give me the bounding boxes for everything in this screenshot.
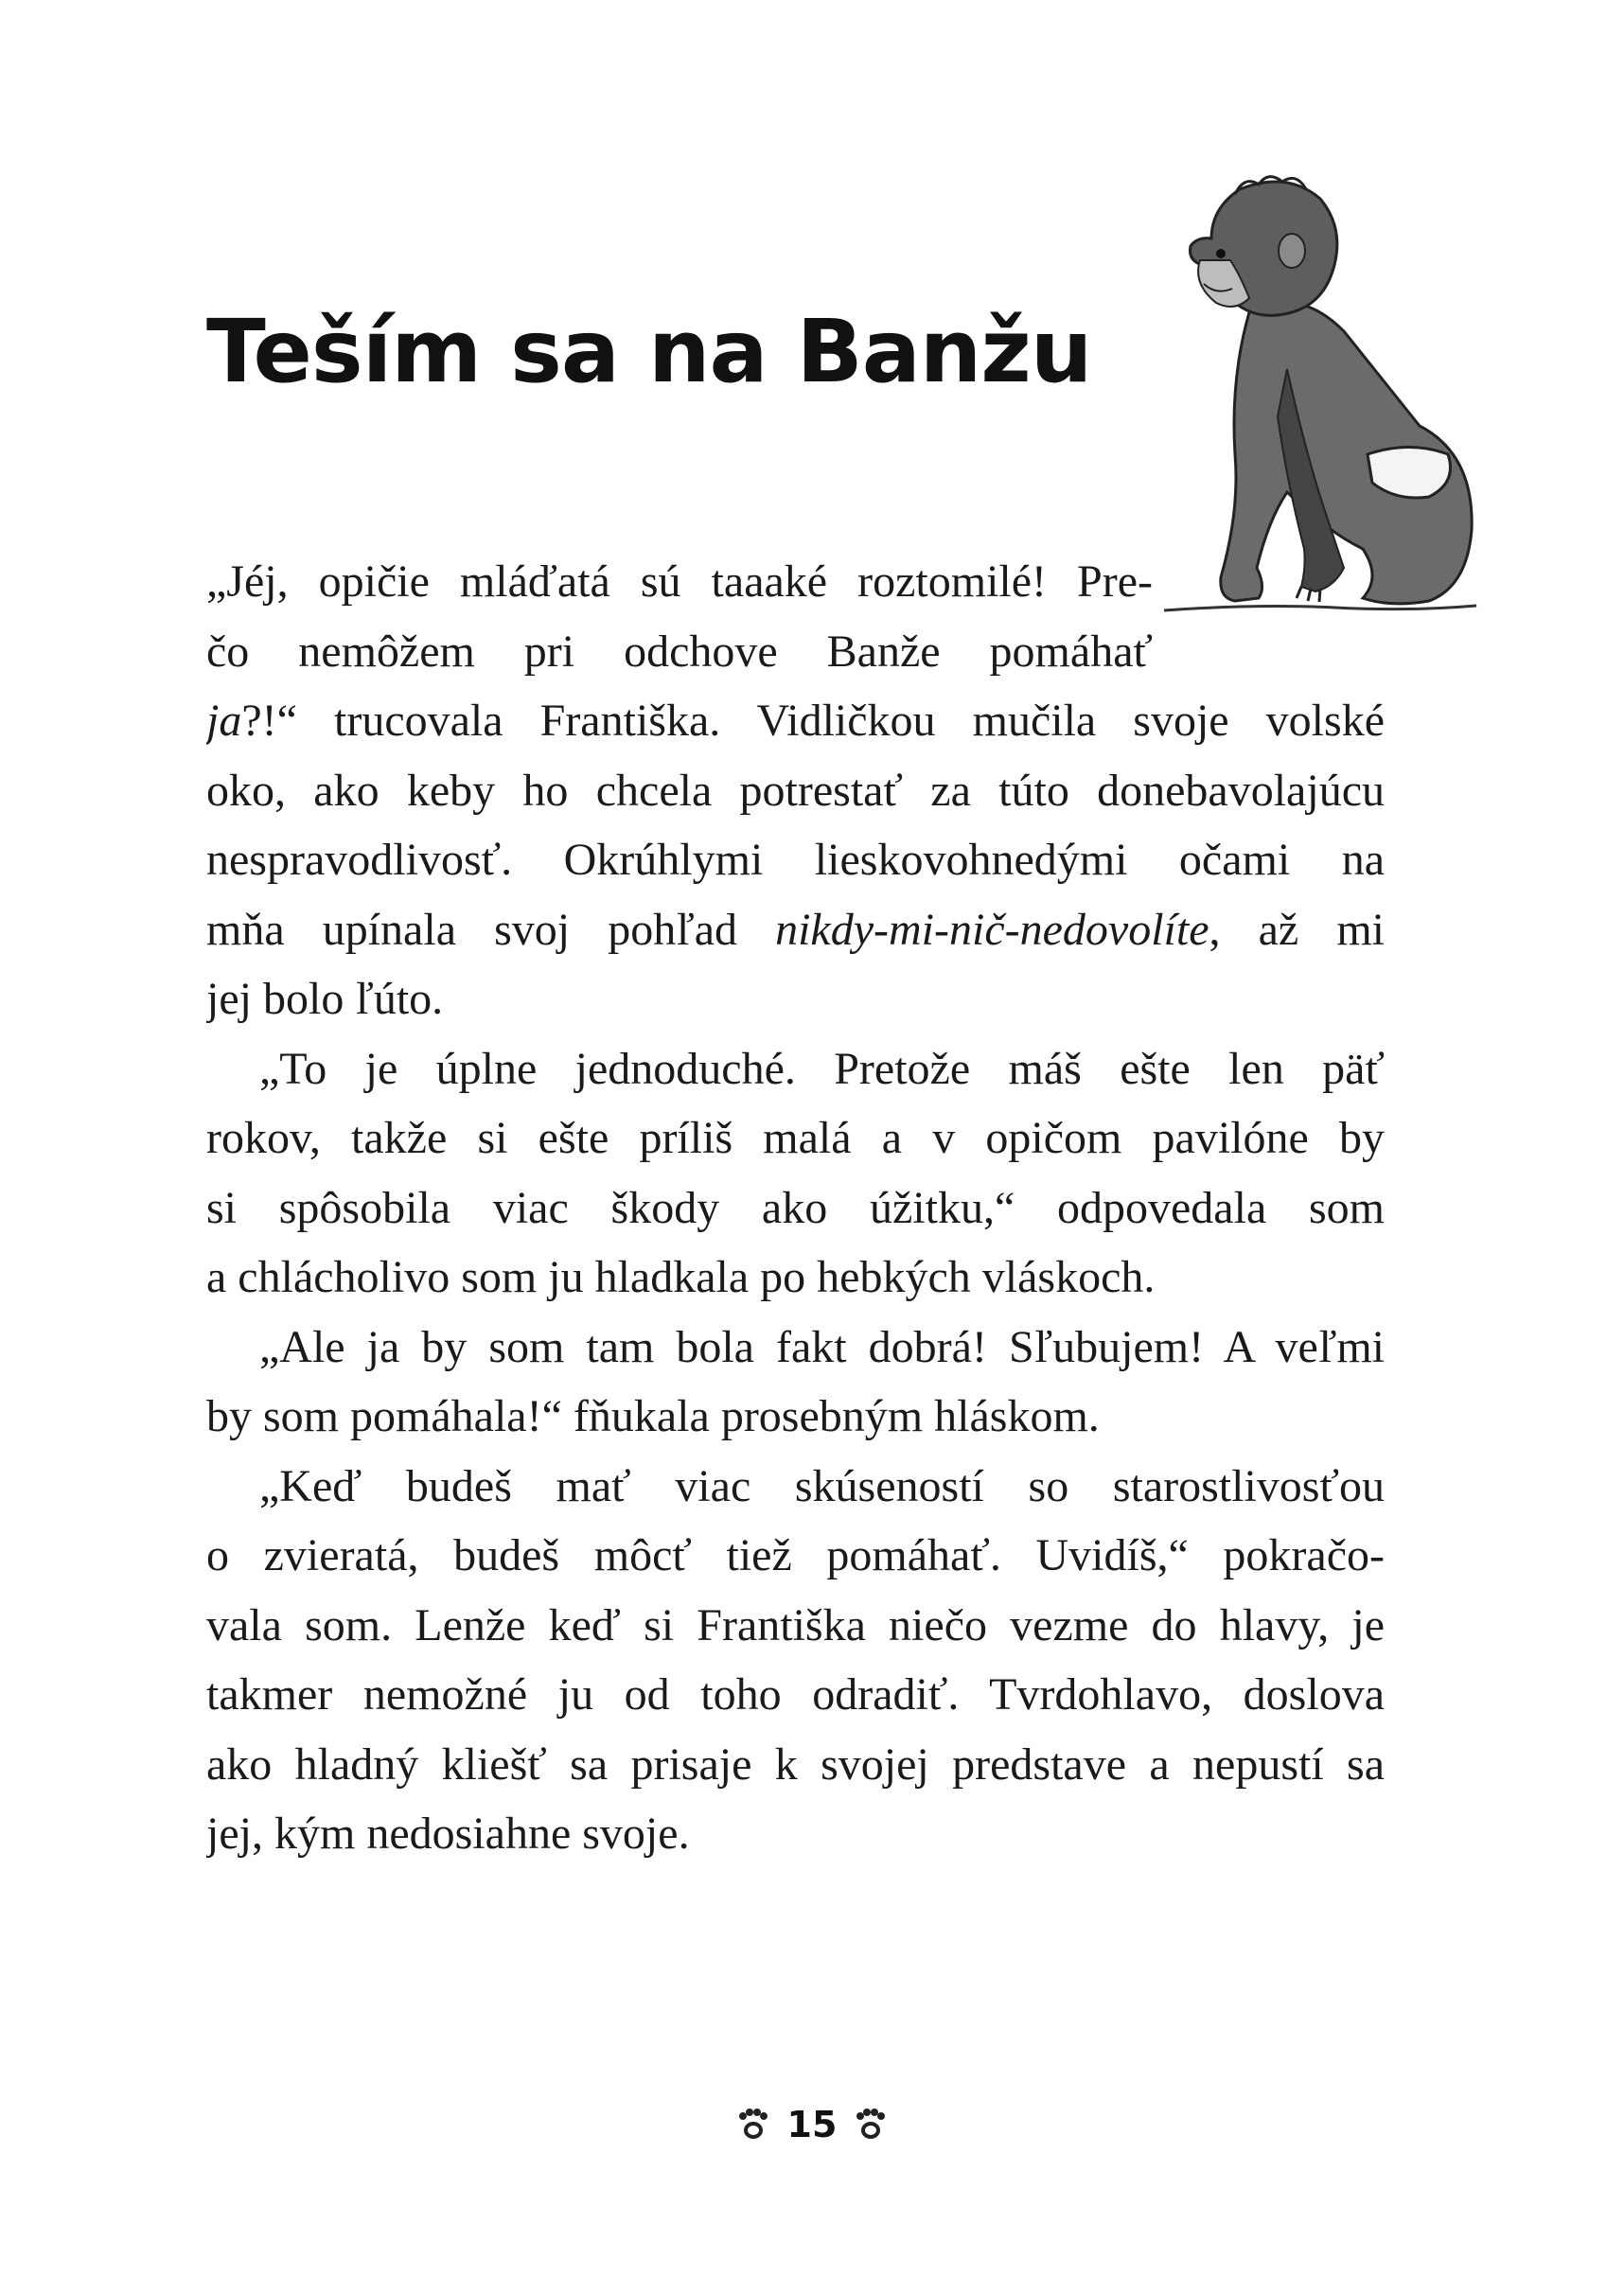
text-line: ako hladný kliešť sa prisaje k svojej predstave a nepustí sa (206, 1738, 1385, 1790)
text-line (206, 686, 1385, 756)
text-line: jej bolo ľúto. (206, 974, 444, 1024)
text-line: rokov, takže si ešte príliš malá a v opičom pavilóne by (206, 1113, 1385, 1163)
page-footer (0, 2096, 1624, 2153)
text-line: o zvieratá, budeš môcť tiež pomáhať. Uvidíš,“ pokračo- (206, 1530, 1385, 1580)
text-line: nespravodlivosť. Okrúhlymi lieskovohnedými očami na (206, 835, 1385, 885)
page-number: 15 (786, 2104, 838, 2145)
text-line: jej, kým nedosiahne svoje. (206, 1809, 690, 1859)
italic-phrase: nikdy-mi-nič-nedovolíte (775, 904, 1209, 955)
text-line: a chlácholivo som ju hladkala po hebkých vláskoch. (206, 1252, 1156, 1302)
italic-word: ja (206, 696, 242, 746)
text-line: oko, ako keby ho chcela potrestať za túto donebavolajúcu (206, 765, 1385, 816)
text-fragment: ?!“ trucovala Františka. Vidličkou mučila svoje volské (241, 696, 1385, 746)
paw-print-icon (736, 2108, 770, 2142)
text-line: „Jéj, opičie mláďatá sú taaaké roztomilé! Pre- (206, 556, 1153, 607)
body-text (206, 547, 1385, 1869)
text-fragment: mňa upínala svoj pohľad (206, 904, 776, 955)
paw-print-icon (854, 2108, 888, 2142)
text-fragment: , až mi (1209, 904, 1385, 955)
text-line: takmer nemožné ju od toho odradiť. Tvrdohlavo, doslova (206, 1669, 1385, 1720)
text-line: si spôsobila viac škody ako úžitku,“ odpovedala som (206, 1182, 1385, 1233)
text-line: „Ale ja by som tam bola fakt dobrá! Sľubujem! A veľmi (259, 1321, 1385, 1372)
text-line: vala som. Lenže keď si Františka niečo vezme do hlavy, je (206, 1599, 1385, 1650)
text-line: „Keď budeš mať viac skúseností so starostlivosťou (259, 1460, 1385, 1511)
text-line (206, 895, 1385, 965)
page-title: Teším sa na Banžu (206, 301, 1092, 402)
text-line: by som pomáhala!“ fňukala prosebným hláskom. (206, 1391, 1100, 1441)
text-line: „To je úplne jednoduché. Pretože máš ešte len päť (259, 1043, 1385, 1094)
text-line: čo nemôžem pri odchove Banže pomáhať (206, 626, 1153, 677)
